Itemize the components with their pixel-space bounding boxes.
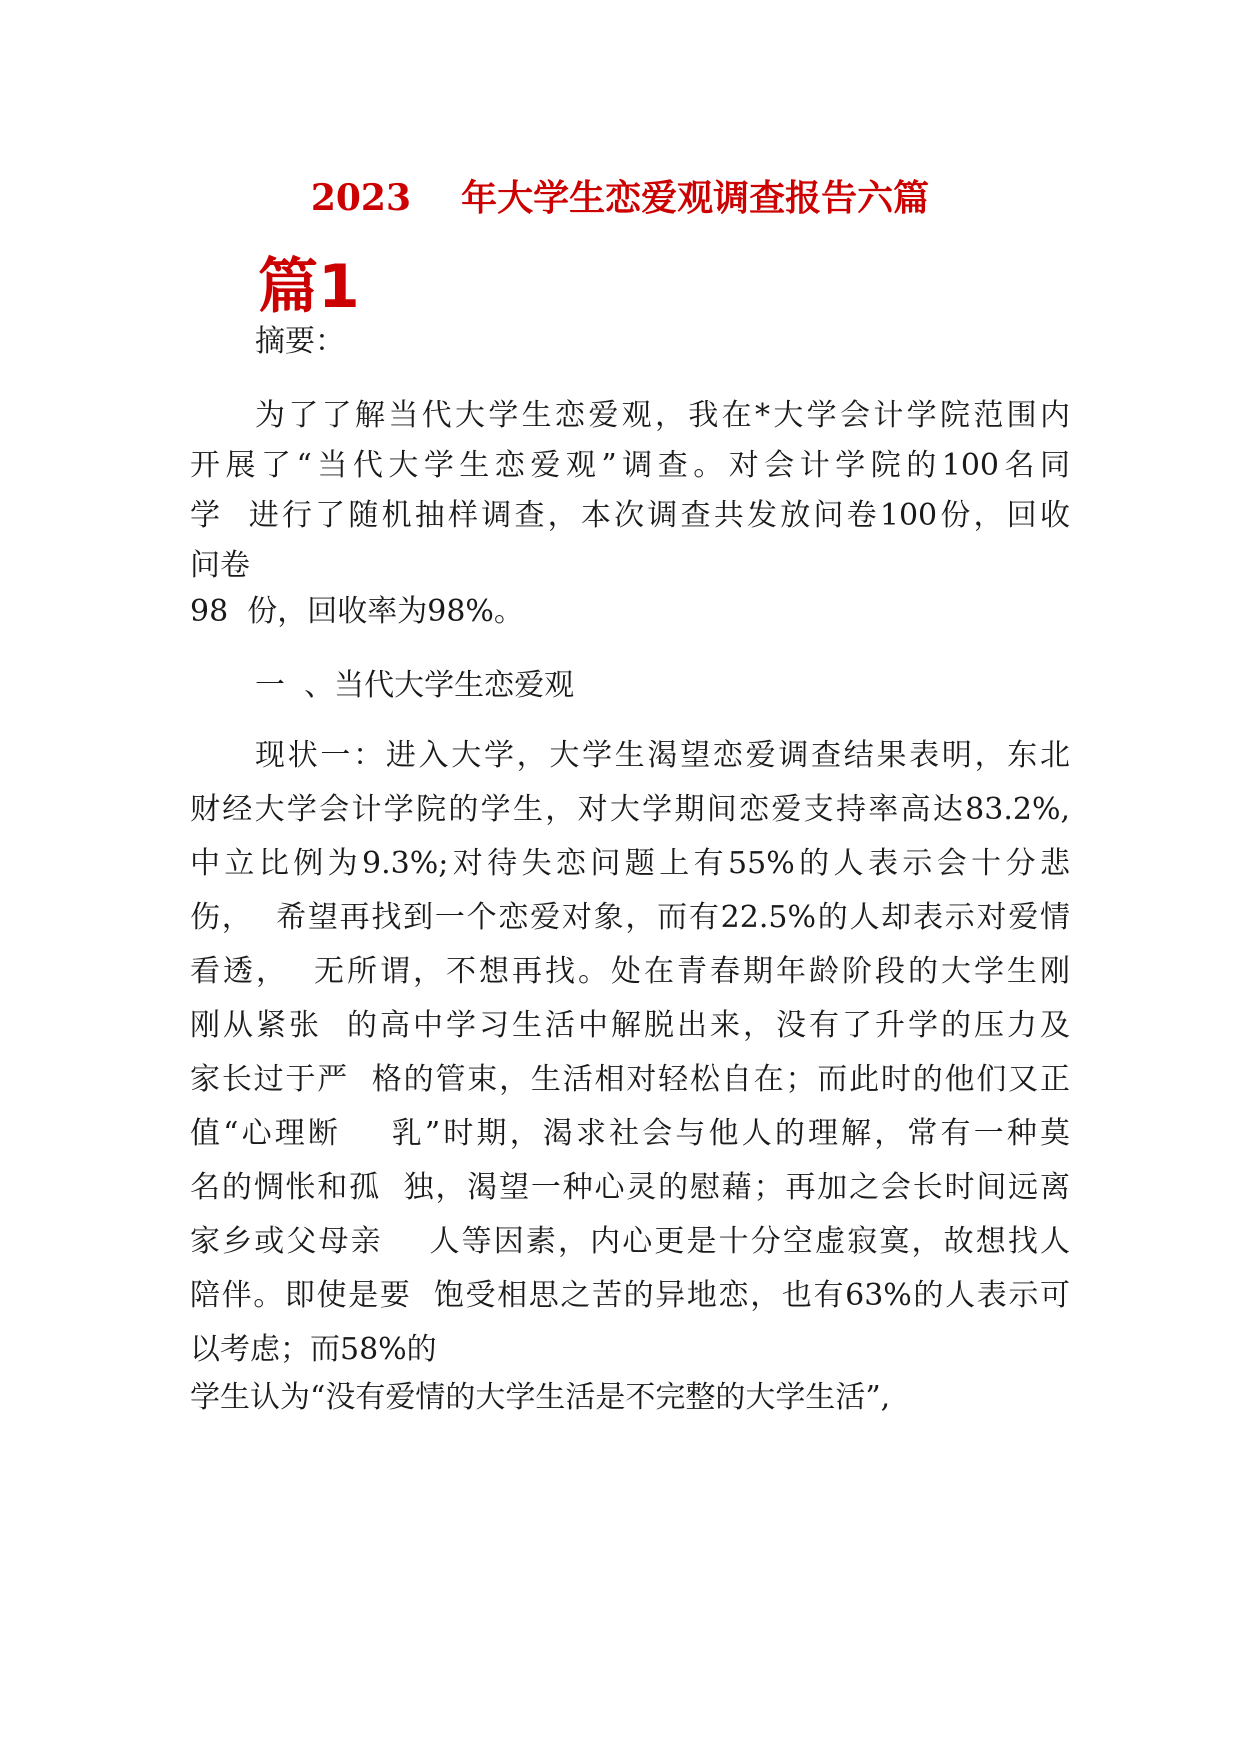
paragraph-line: 开展了“当代大学生恋爱观”调查。对会计学院的100名同 [190,448,1070,483]
paragraph-line: 家乡或父母亲 人等因素，内心更是十分空虚寂寞，故想找人 [190,1224,1070,1259]
paragraph-line: 值“心理断 乳”时期，渴求社会与他人的理解，常有一种莫 [190,1116,1070,1151]
paragraph-line: 家长过于严 格的管束，生活相对轻松自在；而此时的他们又正 [190,1062,1070,1097]
paragraph-line: 98 份，回收率为98%。 [190,594,524,629]
paragraph-line: 学 进行了随机抽样调查，本次调查共发放问卷100份，回收 [190,498,1070,533]
paragraph-line: 伤， 希望再找到一个恋爱对象，而有22.5%的人却表示对爱情 [190,900,1070,935]
paragraph-line: 名的惆怅和孤 独，渴望一种心灵的慰藉；再加之会长时间远离 [190,1170,1070,1205]
paragraph-line: 中立比例为9.3%;对待失恋问题上有55%的人表示会十分悲 [190,846,1070,881]
section-heading: 一 、当代大学生恋爱观 [255,668,575,703]
paragraph-line: 看透， 无所谓，不想再找。处在青春期年龄阶段的大学生刚 [190,954,1070,989]
paragraph-line: 问卷 [190,548,250,583]
abstract-label: 摘要： [255,324,345,359]
document-title: 2023 年大学生恋爱观调查报告六篇 [310,177,930,219]
paragraph-line: 现状一：进入大学，大学生渴望恋爱调查结果表明，东北 [255,738,1070,773]
paragraph-line: 刚从紧张 的高中学习生活中解脱出来，没有了升学的压力及 [190,1008,1070,1043]
paragraph-line: 以考虑；而58%的 [190,1332,437,1367]
paragraph-line: 陪伴。即使是要 饱受相思之苦的异地恋，也有63%的人表示可 [190,1278,1070,1313]
paragraph-line: 学生认为“没有爱情的大学生活是不完整的大学生活”, [190,1380,891,1415]
paragraph-line: 财经大学会计学院的学生，对大学期间恋爱支持率高达83.2%, [190,792,1070,827]
section-subtitle: 篇1 [258,252,360,322]
paragraph-line: 为了了解当代大学生恋爱观，我在*大学会计学院范围内 [255,398,1070,433]
